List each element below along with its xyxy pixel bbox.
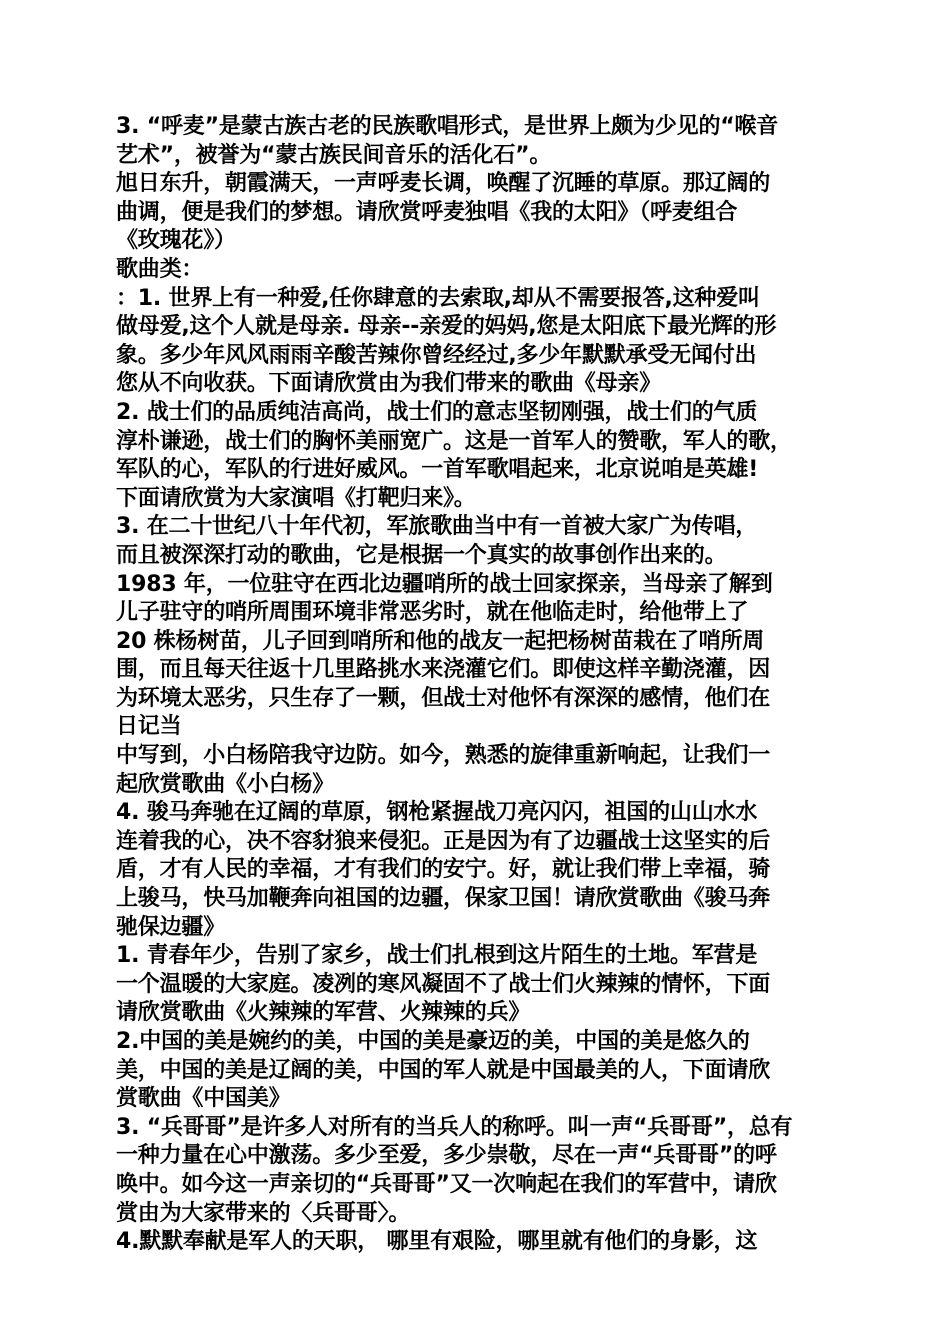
text-line: 3. 在二十世纪八十年代初，军旅歌曲当中有一首被大家广为传唱，	[116, 514, 758, 540]
text-line: 儿子驻守的哨所周围环境非常恶劣时，就在他临走时，给他带上了	[116, 600, 749, 626]
text-line: 而且被深深打动的歌曲，它是根据一个真实的故事创作出来的。	[116, 542, 727, 568]
document-body	[116, 113, 838, 1257]
text-line: 一个温暖的大家庭。凌冽的寒风凝固不了战士们火辣辣的情怀，下面	[116, 971, 771, 997]
text-line: 4. 骏马奔驰在辽阔的草原，钢枪紧握战刀亮闪闪，祖国的山山水水	[116, 800, 758, 826]
text-line: 淳朴谦逊，战士们的胸怀美丽宽广。这是一首军人的赞歌，军人的歌，	[116, 428, 792, 454]
text-line: 下面请欣赏为大家演唱《打靶归来》。	[116, 485, 476, 511]
text-line: 盾，才有人民的幸福，才有我们的安宁。好，就让我们带上幸福，骑	[116, 857, 771, 883]
text-line: 艺术”，被誉为“蒙古族民间音乐的活化石”。	[116, 142, 552, 168]
text-line: 做母爱,这个人就是母亲. 母亲--亲爱的妈妈,您是太阳底下最光辉的形	[116, 314, 777, 340]
text-line: 围，而且每天往返十几里路挑水来浇灌它们。即使这样辛勤浇灌，因	[116, 657, 771, 683]
text-line: 曲调，便是我们的梦想。请欣赏呼麦独唱《我的太阳》（呼麦组合	[116, 199, 738, 225]
section-heading: 歌曲类：	[116, 256, 204, 282]
text-line: 起欣赏歌曲《小白杨》	[116, 771, 335, 797]
text-line: 日记当	[116, 714, 182, 740]
text-line: 中写到，小白杨陪我守边防。如今，熟悉的旋律重新响起，让我们一	[116, 743, 771, 769]
text-line: 3. “兵哥哥”是许多人对所有的当兵人的称呼。叫一声“兵哥哥”，总有	[116, 1114, 793, 1140]
text-line: 1983 年，一位驻守在西北边疆哨所的战士回家探亲，当母亲了解到	[116, 571, 773, 597]
text-line: 美，中国的美是辽阔的美，中国的军人就是中国最美的人，下面请欣	[116, 1057, 771, 1083]
text-line: 象。多少年风风雨雨辛酸苦辣你曾经经过,多少年默默承受无闻付出	[116, 342, 757, 368]
text-line: 赏由为大家带来的〈兵哥哥〉。	[116, 1200, 411, 1226]
text-line: ：1. 世界上有一种爱,任你肆意的去索取,却从不需要报答,这种爱叫	[116, 285, 760, 311]
text-line: 赏歌曲《中国美》	[116, 1086, 291, 1112]
text-line: 2.中国的美是婉约的美，中国的美是豪迈的美，中国的美是悠久的	[116, 1029, 750, 1054]
text-line: 《玫瑰花》）	[116, 228, 236, 254]
text-line: 您从不向收获。下面请欣赏由为我们带来的歌曲《母亲》	[116, 371, 662, 397]
text-line: 为环境太恶劣，只生存了一颗，但战士对他怀有深深的感情，他们在	[116, 685, 771, 711]
text-line: 旭日东升，朝霞满天，一声呼麦长调，唤醒了沉睡的草原。那辽阔的	[116, 171, 771, 197]
text-line: 连着我的心，决不容豺狼来侵犯。正是因为有了边疆战士这坚实的后	[116, 828, 771, 854]
text-line: 上骏马，快马加鞭奔向祖国的边疆，保家卫国！请欣赏歌曲《骏马奔	[116, 886, 771, 912]
text-line: 唤中。如今这一声亲切的“兵哥哥”又一次响起在我们的军营中，请欣	[116, 1171, 777, 1197]
text-line: 军队的心，军队的行进好威风。一首军歌唱起来，北京说咱是英雄!	[116, 457, 759, 483]
text-line: 20 株杨树苗，儿子回到哨所和他的战友一起把杨树苗栽在了哨所周	[116, 628, 765, 654]
text-line: 2. 战士们的品质纯洁高尚，战士们的意志坚韧刚强，战士们的气质	[116, 399, 758, 425]
text-line: 1. 青春年少，告别了家乡，战士们扎根到这片陌生的土地。军营是	[116, 943, 758, 969]
text-line: 3. “呼麦”是蒙古族古老的民族歌唱形式，是世界上颇为少见的“喉音	[116, 114, 779, 139]
text-line: 驰保边疆》	[116, 914, 226, 940]
text-line: 请欣赏歌曲《火辣辣的军营、火辣辣的兵》	[116, 1000, 531, 1026]
text-line: 一种力量在心中激荡。多少至爱，多少崇敬，尽在一声“兵哥哥”的呼	[116, 1143, 777, 1169]
text-line: 4.默默奉献是军人的天职， 哪里有艰险，哪里就有他们的身影，这	[116, 1229, 758, 1255]
